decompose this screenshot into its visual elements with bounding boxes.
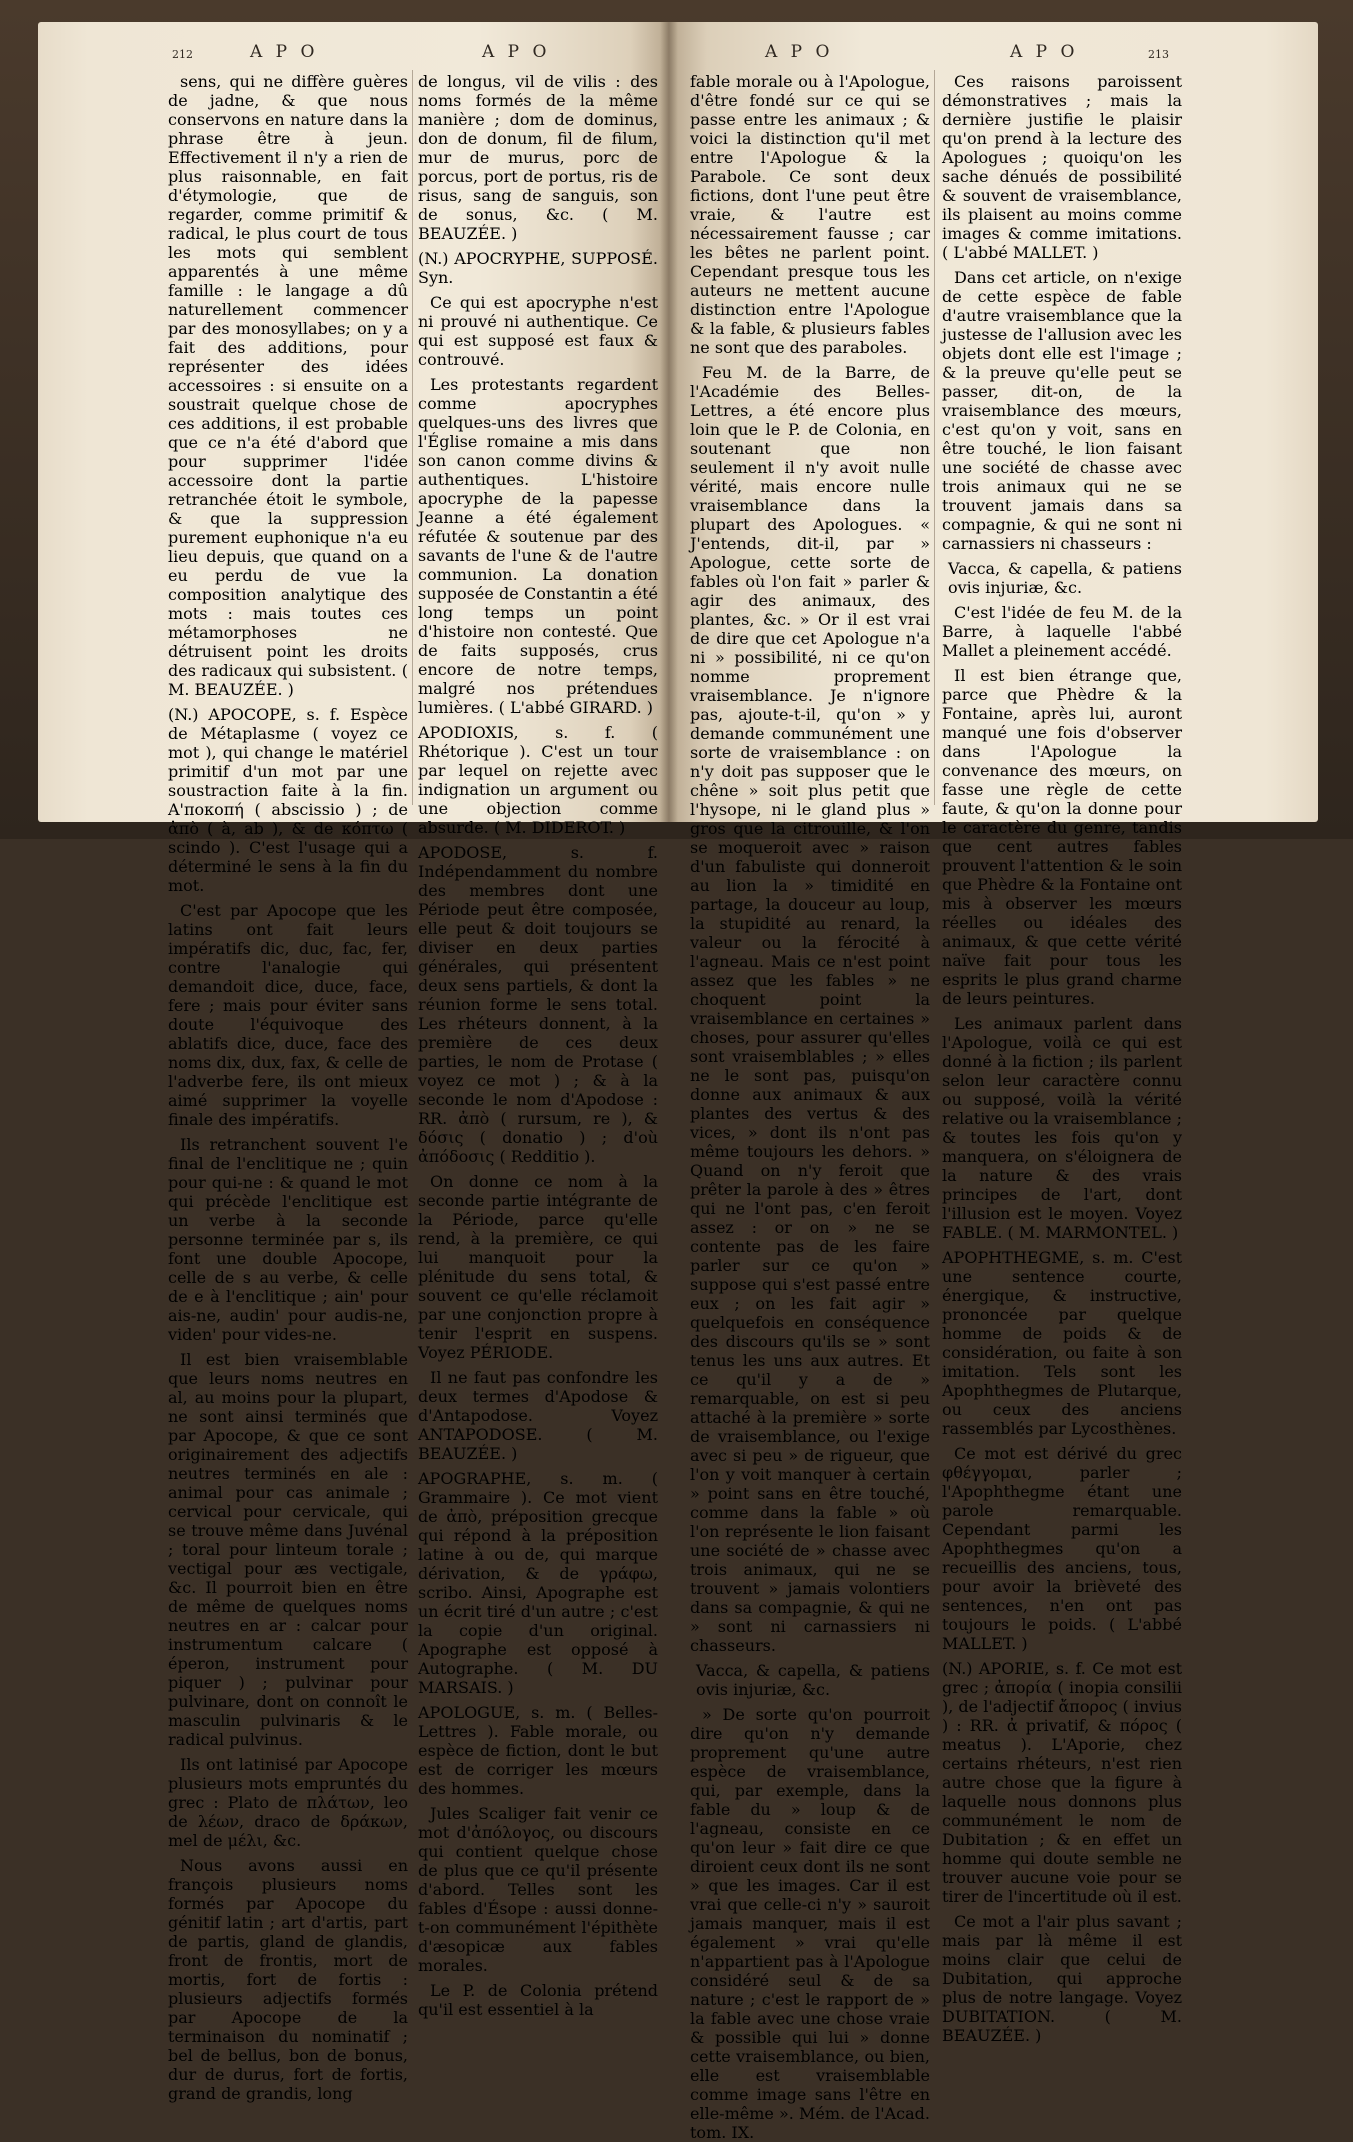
entry-apodose: APODOSE, s. f. Indépendamment du nombre des membres dont une Période peut être composée, elle peut & doit toujours se diviser en deux parties générales, qui présentent deux sens partiels, & dont la réunion forme le sens total. Les rhéteurs donnent, à la première de ces deux parties, le nom de Protase ( voyez ce mot ) ; & à la seconde le nom d'Apodose : RR. ἀπὸ ( rursum, re ), & δόσις ( donatio ) ; d'où ἀπόδοσις ( Redditio ).: [418, 843, 658, 1166]
paragraph: Il est bien vraisemblable que leurs noms neutres en al, au moins pour la plupart, ne sont ainsi terminés que par Apocope, & que ce sont originairement des adjectifs neutres terminés en ale : animal pour cas animale ; cervical pour cervicale, qui se trouve même dans Juvénal ; toral pour linteum torale ; vectigal pour æs vectigale, &c. Il pourroit bien en être de même de quelques noms neutres en ar : calcar pour instrumentum calcare ( éperon, instrument pour piquer ) ; pulvinar pour pulvinare, dont on connoît le masculin pulvinaris & le radical pulvinus.: [168, 1350, 408, 1749]
paragraph: Nous avons aussi en françois plusieurs noms formés par Apocope du génitif latin ; art d'artis, part de partis, gland de glandis, front de frontis, mort de mortis, fort de fortis : plusieurs adjectifs formés par Apocope de la terminaison du nominatif ; bel de bellus, bon de bonus, dur de durus, fort de fortis, grand de grandis, long: [168, 1856, 408, 2103]
paragraph: Ces raisons paroissent démonstratives ; mais la dernière justifie le plaisir qu'on prend à la lecture des Apologues ; quoiqu'on les sache dénués de possibilité & souvent de vraisemblance, ils plaisent au moins comme images & comme imitations. ( L'abbé MALLET. ): [942, 72, 1182, 262]
right-page-number: 213: [1148, 48, 1169, 61]
latin-quote: Vacca, & capella, & patiens ovis injuriæ, &c.: [948, 559, 1182, 597]
paragraph: Il ne faut pas confondre les deux termes d'Apodose & d'Antapodose. Voyez ANTAPODOSE. ( M. BEAUZÉE. ): [418, 1368, 658, 1463]
paragraph: Dans cet article, on n'exige de cette espèce de fable d'autre vraisemblance que la justesse de l'allusion avec les objets dont elle est l'image ; & la preuve qu'elle peut se passer, dit-on, de la vraisemblance des mœurs, c'est qu'on y voit, sans en être touché, le lion faisant une société de chasse avec trois animaux qui ne se trouvent jamais dans sa compagnie, & qui ne sont ni carnassiers ni chasseurs :: [942, 268, 1182, 553]
paragraph: de longus, vil de vilis : des noms formés de la même manière ; dom de dominus, don de donum, fil de filum, mur de murus, porc de porcus, port de portus, ris de risus, sang de sanguis, son de sonus, &c. ( M. BEAUZÉE. ): [418, 72, 658, 243]
left-page-column-2: [418, 72, 658, 2019]
right-page-column-2: [942, 72, 1182, 2045]
right-running-head-left: A P O: [765, 42, 834, 62]
paragraph: Jules Scaliger fait venir ce mot d'ἀπόλογος, ou discours qui contient quelque chose de plus que ce qu'il présente d'abord. Telles sont les fables d'Ésope : aussi donne-t-on communément l'épithète d'æsopicæ aux fables morales.: [418, 1804, 658, 1975]
paragraph: Les animaux parlent dans l'Apologue, voilà ce qui est donné à la fiction ; ils parlent selon leur caractère connu ou supposé, voilà la vérité relative ou la vraisemblance ; & toutes les fois qu'on y manquera, on s'éloignera de la nature & des vrais principes de l'art, dont l'illusion est le moyen. Voyez FABLE. ( M. MARMONTEL. ): [942, 1014, 1182, 1242]
paragraph: Ce mot a l'air plus savant ; mais par là même il est moins clair que celui de Dubitation, qui approche plus de notre langage. Voyez DUBITATION. ( M. BEAUZÉE. ): [942, 1912, 1182, 2045]
latin-quote: Vacca, & capella, & patiens ovis injuriæ, &c.: [696, 1661, 930, 1699]
entry-apographe: APOGRAPHE, s. m. ( Grammaire ). Ce mot vient de ἀπὸ, préposition grecque qui répond à la préposition latine à ou de, qui marque dérivation, & de γράφω, scribo. Ainsi, Apographe est un écrit tiré d'un autre ; c'est la copie d'un original. Apographe est opposé à Autographe. ( M. DU MARSAIS. ): [418, 1469, 658, 1697]
right-running-head-right: A P O: [1010, 42, 1079, 62]
paragraph: Les protestants regardent comme apocryphes quelques-uns des livres que l'Église romaine a mis dans son canon comme divins & authentiques. L'histoire apocryphe de la papesse Jeanne a été également réfutée & soutenue par des savants de l'une & de l'autre communion. La donation supposée de Constantin a été long temps un point d'histoire non contesté. Que de faits supposés, crus encore de notre temps, malgré nos prétendues lumières. ( L'abbé GIRARD. ): [418, 375, 658, 717]
paragraph: fable morale ou à l'Apologue, d'être fondé sur ce qui se passe entre les animaux ; & voici la distinction qu'il met entre l'Apologue & la Parabole. Ce sont deux fictions, dont l'une peut être vraie, & l'autre est nécessairement fausse ; car les bêtes ne parlent point. Cependant presque tous les auteurs ne mettent aucune distinction entre l'Apologue & la fable, & plusieurs fables ne sont que des paraboles.: [690, 72, 930, 357]
paragraph: Feu M. de la Barre, de l'Académie des Belles-Lettres, a été encore plus loin que le P. de Colonia, en soutenant que non seulement il n'y avoit nulle vérité, mais encore nulle vraisemblance dans la plupart des Apologues. « J'entends, dit-il, par » Apologue, cette sorte de fables où l'on fait » parler & agir des animaux, des plantes, &c. » Or il est vrai de dire que cet Apologue n'a ni » possibilité, ni ce qu'on nomme proprement vraisemblance. Je n'ignore pas, ajoute-t-il, qu'on » y demande communément une sorte de vraisemblance : on n'y doit pas supposer que le chêne » soit plus petit que l'hysope, ni le gland plus » gros que la citrouille, & l'on se moqueroit avec » raison d'un fabuliste qui donneroit au lion la » timidité en partage, la douceur au loup, la stupidité au renard, la valeur ou la férocité à l'agneau. Mais ce n'est point assez que les fables » ne choquent point la vraisemblance en certaines » choses, pour assurer qu'elles sont vraisemblables ; » elles ne le sont pas, puisqu'on donne aux animaux & aux plantes des vertus & des vices, » dont ils n'ont pas même toujours les dehors. » Quand on n'y feroit que prêter la parole à des » êtres qui ne l'ont pas, c'en feroit assez : or on » ne se contente pas de les faire parler sur ce qu'on » suppose qui s'est passé entre eux ; on les fait agir » quelquefois en conséquence des discours qu'ils se » sont tenus les uns aux autres. Et ce qu'il y a de » remarquable, on est si peu attaché à la première » sorte de vraisemblance, ou l'exige avec si peu » de rigueur, que l'on y voit manquer à certain » point sans en être touché, comme dans la fable » où l'on représente le lion faisant une société de » chasse avec trois animaux, qui ne se trouvent » jamais volontiers dans sa compagnie, & qui ne » sont ni carnassiers ni chasseurs.: [690, 363, 930, 1655]
entry-aporie: (N.) APORIE, s. f. Ce mot est grec ; ἀπορία ( inopia consilii ), de l'adjectif ἄπορος ( invius ) : RR. ἀ privatif, & πόρος ( meatus ). L'Aporie, chez certains rhéteurs, n'est rien autre chose que la figure à laquelle nous donnons plus communément le nom de Dubitation ; & en effet un homme qui doute semble ne trouver aucune voie pour se tirer de l'incertitude où il est.: [942, 1659, 1182, 1906]
paragraph: Le P. de Colonia prétend qu'il est essentiel à la: [418, 1981, 658, 2019]
left-running-head-right: A P O: [482, 42, 551, 62]
paragraph: » De sorte qu'on pourroit dire qu'on n'y demande proprement qu'une autre espèce de vraisemblance, qui, par exemple, dans la fable du » loup & de l'agneau, consiste en ce qu'on leur » fait dire ce que diroient ceux dont ils ne sont » que les images. Car il est vrai que celle-ci n'y » sauroit jamais manquer, mais il est également » vrai qu'elle n'appartient pas à l'Apologue considéré seul & de sa nature ; c'est le rapport de » la fable avec une chose vraie & possible qui lui » donne cette vraisemblance, ou bien, elle est vraisemblable comme image sans l'être en elle-même ». Mém. de l'Acad. tom. IX.: [690, 1705, 930, 2142]
right-page-column-1: [690, 72, 930, 2142]
entry-apodioxis: APODIOXIS, s. f. ( Rhétorique ). C'est un tour par lequel on rejette avec indignation un argument ou une objection comme absurde. ( M. DIDEROT. ): [418, 723, 658, 837]
paragraph: Ils retranchent souvent l'e final de l'enclitique ne ; quin pour qui-ne : & quand le mot qui précède l'enclitique est un verbe à la seconde personne terminée par s, ils font une double Apocope, celle de s au verbe, & celle de e à l'enclitique ; ain' pour ais-ne, audin' pour audis-ne, viden' pour vides-ne.: [168, 1135, 408, 1344]
paragraph: Ils ont latinisé par Apocope plusieurs mots empruntés du grec : Plato de πλάτων, leo de λέων, draco de δράκων, mel de μέλι, &c.: [168, 1755, 408, 1850]
paragraph: sens, qui ne diffère guères de jadne, & que nous conservons en nature dans la phrase être à jeun. Effectivement il n'y a rien de plus raisonnable, en fait d'étymologie, que de regarder, comme primitif & radical, le plus court de tous les mots qui semblent apparentés à une même famille : le langage a dû naturellement commencer par des monosyllabes; on y a fait des additions, pour représenter des idées accessoires : si ensuite on a soustrait quelque chose de ces additions, il est probable que ce n'a été d'abord que pour supprimer l'idée accessoire dont la partie retranchée étoit le symbole, & que la suppression purement euphonique n'a eu lieu depuis, que quand on a eu perdu de vue la composition analytique des mots : mais toutes ces métamorphoses ne détruisent point les droits des radicaux qui subsistent. ( M. BEAUZÉE. ): [168, 72, 408, 699]
paragraph: C'est par Apocope que les latins ont fait leurs impératifs dic, duc, fac, fer, contre l'analogie qui demandoit dice, duce, face, fere ; mais pour éviter sans doute l'équivoque des ablatifs dice, duce, face des noms dix, dux, fax, & celle de l'adverbe fere, ils ont mieux aimé supprimer la voyelle finale des impératifs.: [168, 901, 408, 1129]
entry-apologue: APOLOGUE, s. m. ( Belles-Lettres ). Fable morale, ou espèce de fiction, dont le but est de corriger les mœurs des hommes.: [418, 1703, 658, 1798]
paragraph: C'est l'idée de feu M. de la Barre, à laquelle l'abbé Mallet a pleinement accédé.: [942, 603, 1182, 660]
left-running-head-left: A P O: [250, 42, 319, 62]
book-gutter: [660, 22, 678, 822]
right-column-rule: [934, 70, 935, 805]
entry-apocryphe: (N.) APOCRYPHE, SUPPOSÉ. Syn.: [418, 249, 658, 287]
paragraph: On donne ce nom à la seconde partie intégrante de la Période, parce qu'elle rend, à la première, ce qui lui manquoit pour la plénitude du sens total, & souvent ce qu'elle réclamoit par une conjonction propre à tenir l'esprit en suspens. Voyez PÉRIODE.: [418, 1172, 658, 1362]
paragraph: Il est bien étrange que, parce que Phèdre & la Fontaine, après lui, auront manqué une fois d'observer dans l'Apologue la convenance des mœurs, on fasse une règle de cette faute, & qu'on la donne pour le caractère du genre, tandis que cent autres fables prouvent l'attention & le soin que Phèdre & la Fontaine ont mis à observer les mœurs réelles ou idéales des animaux, & que cette vérité naïve fait pour tous les esprits le plus grand charme de leurs peintures.: [942, 666, 1182, 1008]
entry-apocope: (N.) APOCOPE, s. f. Espèce de Métaplasme ( voyez ce mot ), qui change le matériel primitif d'un mot par une soustraction faite à la fin. A'ποκοπή ( abscissio ) ; de ἀπὸ ( à, ab ), & de κόπτω ( scindo ). C'est l'usage qui a déterminé le sens à la fin du mot.: [168, 705, 408, 895]
left-page-column-1: [168, 72, 408, 2103]
paragraph: Ce qui est apocryphe n'est ni prouvé ni authentique. Ce qui est supposé est faux & controuvé.: [418, 293, 658, 369]
entry-apophthegme: APOPHTHEGME, s. m. C'est une sentence courte, énergique, & instructive, prononcée par quelque homme de poids & de considération, ou faite à son imitation. Tels sont les Apophthegmes de Plutarque, ou ceux des anciens rassemblés par Lycosthènes.: [942, 1248, 1182, 1438]
left-column-rule: [412, 70, 413, 805]
left-page-number: 212: [172, 48, 193, 61]
paragraph: Ce mot est dérivé du grec φθέγγομαι, parler ; l'Apophthegme étant une parole remarquable. Cependant parmi les Apophthegmes qu'on a recueillis des anciens, tous, pour avoir la brièveté des sentences, n'en ont pas toujours le poids. ( L'abbé MALLET. ): [942, 1444, 1182, 1653]
